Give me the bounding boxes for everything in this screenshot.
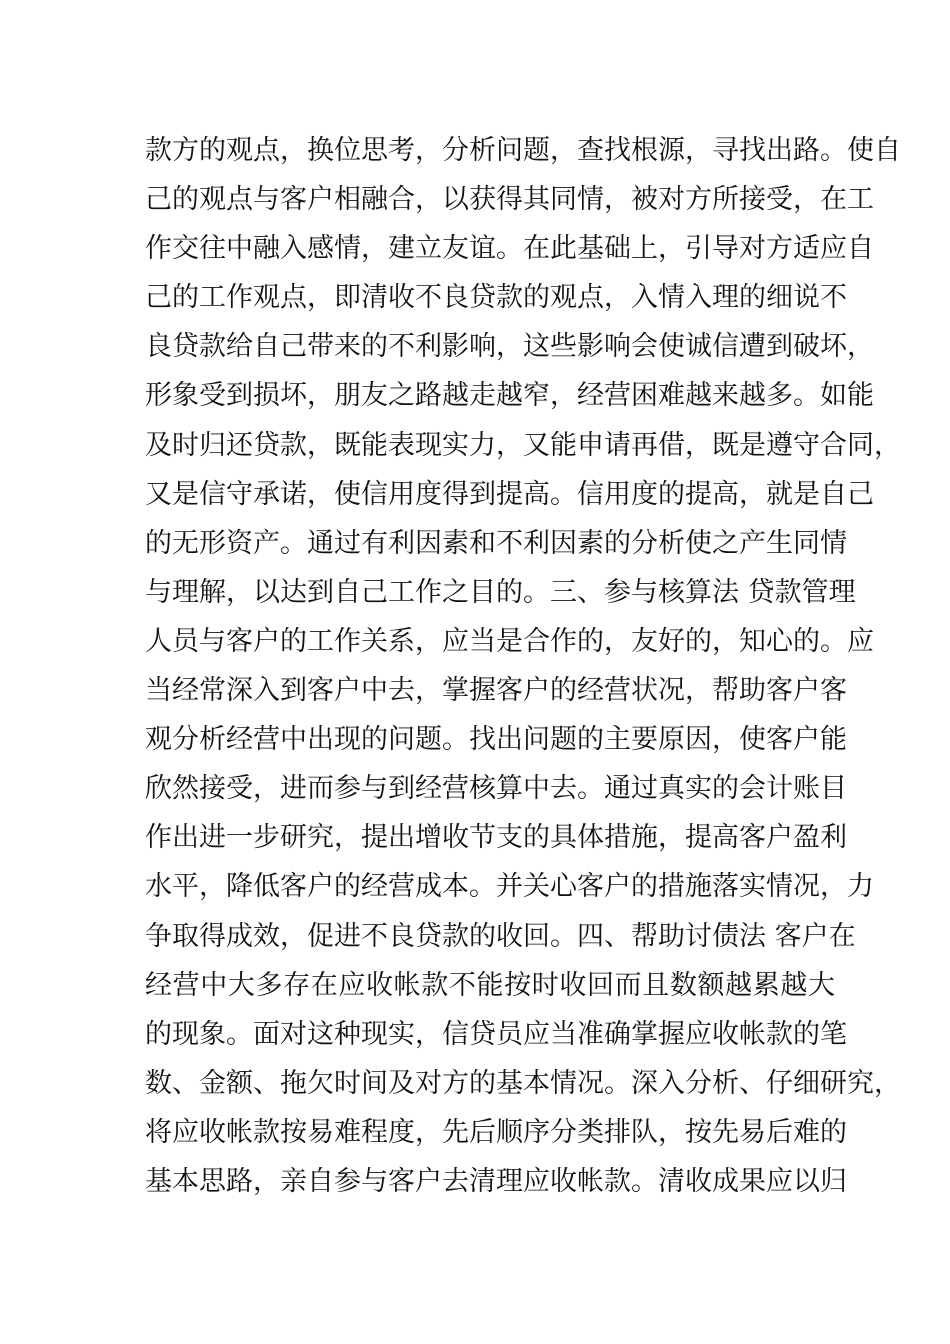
text-line: 基本思路，亲自参与客户去清理应收帐款。清收成果应以归 (145, 1165, 847, 1197)
text-line: 作出进一步研究，提出增收节支的具体措施，提高客户盈利 (145, 822, 847, 854)
text-line: 的现象。面对这种现实，信贷员应当准确掌握应收帐款的笔 (145, 1018, 847, 1050)
text-line: 己的观点与客户相融合，以获得其同情，被对方所接受，在工 (145, 184, 874, 216)
text-line: 作交往中融入感情，建立友谊。在此基础上，引导对方适应自 (145, 233, 874, 265)
text-line: 形象受到损坏，朋友之路越走越窄，经营困难越来越多。如能 (145, 380, 874, 412)
text-line: 人员与客户的工作关系，应当是合作的，友好的，知心的。应 (145, 625, 874, 657)
text-line: 数、金额、拖欠时间及对方的基本情况。深入分析、仔细研究， (145, 1067, 901, 1099)
text-line: 将应收帐款按易难程度，先后顺序分类排队，按先易后难的 (145, 1116, 847, 1148)
text-line: 及时归还贷款，既能表现实力，又能申请再借，既是遵守合同， (145, 429, 901, 461)
text-line: 水平，降低客户的经营成本。并关心客户的措施落实情况，力 (145, 871, 874, 903)
text-line: 观分析经营中出现的问题。找出问题的主要原因，使客户能 (145, 724, 847, 756)
text-line: 争取得成效，促进不良贷款的收回。四、帮助讨债法 客户在 (145, 920, 856, 952)
body-text (145, 126, 901, 1206)
text-line: 己的工作观点，即清收不良贷款的观点，入情入理的细说不 (145, 282, 847, 314)
text-line: 的无形资产。通过有利因素和不利因素的分析使之产生同情 (145, 527, 847, 559)
text-line: 又是信守承诺，使信用度得到提高。信用度的提高，就是自己 (145, 478, 874, 510)
text-line: 欣然接受，进而参与到经营核算中去。通过真实的会计账目 (145, 773, 847, 805)
text-line: 经营中大多存在应收帐款不能按时收回而且数额越累越大 (145, 969, 835, 1001)
text-line: 当经常深入到客户中去，掌握客户的经营状况，帮助客户客 (145, 675, 847, 707)
text-line: 与理解，以达到自己工作之目的。三、参与核算法 贷款管理 (145, 576, 856, 608)
text-line: 良贷款给自己带来的不利影响，这些影响会使诚信遭到破坏， (145, 331, 874, 363)
text-line: 款方的观点，换位思考，分析问题，查找根源，寻找出路。使自 (145, 135, 901, 166)
